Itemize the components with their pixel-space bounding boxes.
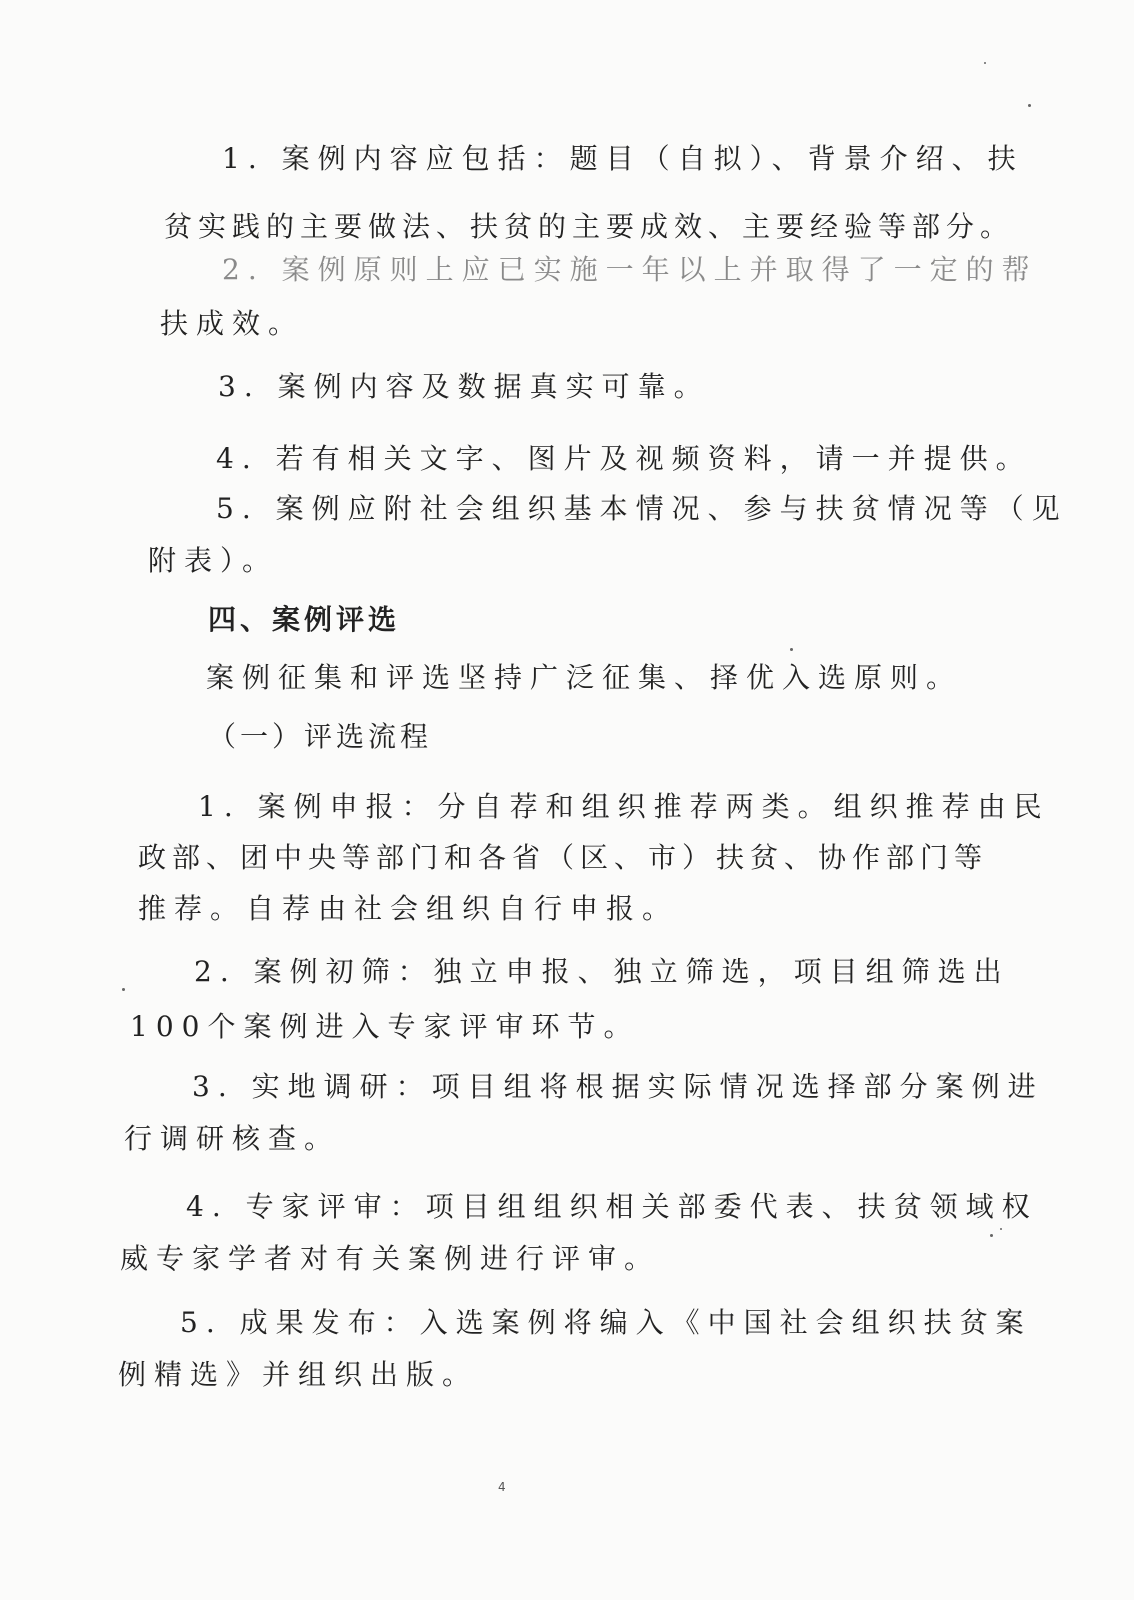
process-1-line-2: 政部、团中央等部门和各省（区、市）扶贫、协作部门等 — [138, 841, 989, 874]
process-3-line-2: 行调研核查。 — [124, 1122, 341, 1155]
item-1-line-2: 贫实践的主要做法、扶贫的主要成效、主要经验等部分。 — [164, 210, 1015, 243]
item-2-line-1: 2. 案例原则上应已实施一年以上并取得了一定的帮 — [222, 253, 1038, 286]
process-3-line-1: 3. 实地调研：项目组将根据实际情况选择部分案例进 — [192, 1070, 1044, 1103]
scan-speck — [1028, 104, 1031, 107]
section-intro: 案例征集和评选坚持广泛征集、择优入选原则。 — [206, 661, 963, 694]
section-heading: 四、案例评选 — [208, 603, 401, 636]
process-4-line-2: 威专家学者对有关案例进行评审。 — [120, 1242, 661, 1275]
page-number: 4 — [498, 1480, 506, 1494]
process-1-line-3: 推荐。自荐由社会组织自行申报。 — [138, 892, 679, 925]
item-4-line: 4. 若有相关文字、图片及视频资料，请一并提供。 — [216, 442, 1032, 475]
process-2-line-2: 100个案例进入专家评审环节。 — [130, 1010, 640, 1043]
process-5-line-1: 5. 成果发布：入选案例将编入《中国社会组织扶贫案 — [180, 1306, 1032, 1339]
process-2-line-1: 2. 案例初筛：独立申报、独立筛选，项目组筛选出 — [194, 955, 1010, 988]
item-1-line-1: 1. 案例内容应包括：题目（自拟）、背景介绍、扶 — [222, 142, 1024, 175]
scan-speck — [122, 988, 125, 991]
item-3-line: 3. 案例内容及数据真实可靠。 — [218, 370, 710, 403]
scan-speck — [990, 1234, 993, 1237]
item-5-line-1: 5. 案例应附社会组织基本情况、参与扶贫情况等（见 — [216, 492, 1068, 525]
scan-speck — [790, 648, 793, 651]
item-2-line-2: 扶成效。 — [160, 307, 305, 340]
scan-speck — [984, 62, 986, 64]
process-1-line-1: 1. 案例申报：分自荐和组织推荐两类。组织推荐由民 — [198, 790, 1050, 823]
item-5-line-2: 附表）。 — [148, 544, 279, 577]
process-5-line-2: 例精选》并组织出版。 — [118, 1358, 479, 1391]
subsection-heading: （一）评选流程 — [208, 720, 433, 753]
scan-speck — [1000, 1228, 1002, 1230]
process-4-line-1: 4. 专家评审：项目组组织相关部委代表、扶贫领域权 — [186, 1190, 1038, 1223]
